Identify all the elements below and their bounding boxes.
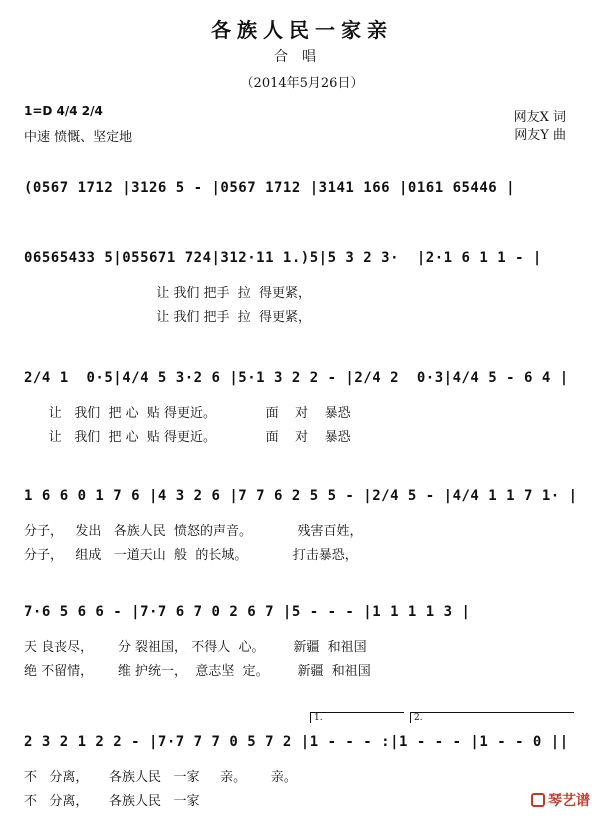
watermark-logo (531, 790, 590, 810)
watermark-text: 琴艺谱 (548, 793, 590, 809)
lyric-line-6-2: 不 分离， 各族人民 一家 (24, 794, 200, 809)
lyric-line-3-2: 让 我们 把 心 贴 得更近。 面 对 暴恐 (24, 430, 351, 445)
notation-row-2: 06565433 5|055671 724|312·11 1.)5|5 3 2 3· |2·1 6 1 1 - | (24, 250, 542, 266)
tempo-marking: 中速 愤慨、坚定地 (24, 130, 133, 145)
lyric-line-6-1: 不 分离， 各族人民 一家 亲。 亲。 (24, 770, 297, 785)
lyricist-credit: 网友X 词 (513, 110, 566, 125)
notation-row-4: 1 6 6 0 1 7 6 |4 3 2 6 |7 7 6 2 5 5 - |2/4 5 - |4/4 1 1 7 1· | (24, 488, 578, 504)
notation-row-3: 2/4 1 0·5|4/4 5 3·2 6 |5·1 3 2 2 - |2/4 2 0·3|4/4 5 - 6 4 | (24, 370, 569, 386)
second-ending: 2. (410, 712, 574, 723)
notation-row-1: (0567 1712 |3126 5 - |0567 1712 |3141 166 |0161 65446 | (24, 180, 516, 196)
lyric-line-5-1: 天 良丧尽， 分 裂祖国， 不得人 心。 新疆 和祖国 (24, 640, 367, 655)
song-date: （2014年5月26日） (240, 76, 364, 91)
lyric-line-3-1: 让 我们 把 心 贴 得更近。 面 对 暴恐 (24, 406, 351, 421)
composer-credit: 网友Y 曲 (514, 128, 566, 143)
lyric-line-2-1: 让 我们 把手 拉 得更紧， (24, 286, 312, 301)
logo-icon (531, 793, 545, 807)
song-title: 各族人民一家亲 (211, 18, 393, 42)
song-subtitle: 合唱 (274, 49, 330, 65)
notation-row-5: 7·6 5 6 6 - |7·7 6 7 0 2 6 7 |5 - - - |1 1 1 1 3 | (24, 604, 471, 620)
lyric-line-4-2: 分子， 组成 一道天山 般 的长城。 打击暴恐， (24, 548, 358, 563)
lyric-line-2-2: 让 我们 把手 拉 得更紧， (24, 310, 312, 325)
lyric-line-5-2: 绝 不留情， 维 护统一， 意志坚 定。 新疆 和祖国 (24, 664, 371, 679)
lyric-line-4-1: 分子， 发出 各族人民 愤怒的声音。 残害百姓， (24, 524, 363, 539)
first-ending: 1. (310, 712, 404, 723)
notation-row-6: 2 3 2 1 2 2 - |7·7 7 7 0 5 7 2 |1 - - - :|1 - - - |1 - - 0 || (24, 734, 569, 750)
key-signature: 1=D 4/4 2/4 (24, 104, 103, 118)
